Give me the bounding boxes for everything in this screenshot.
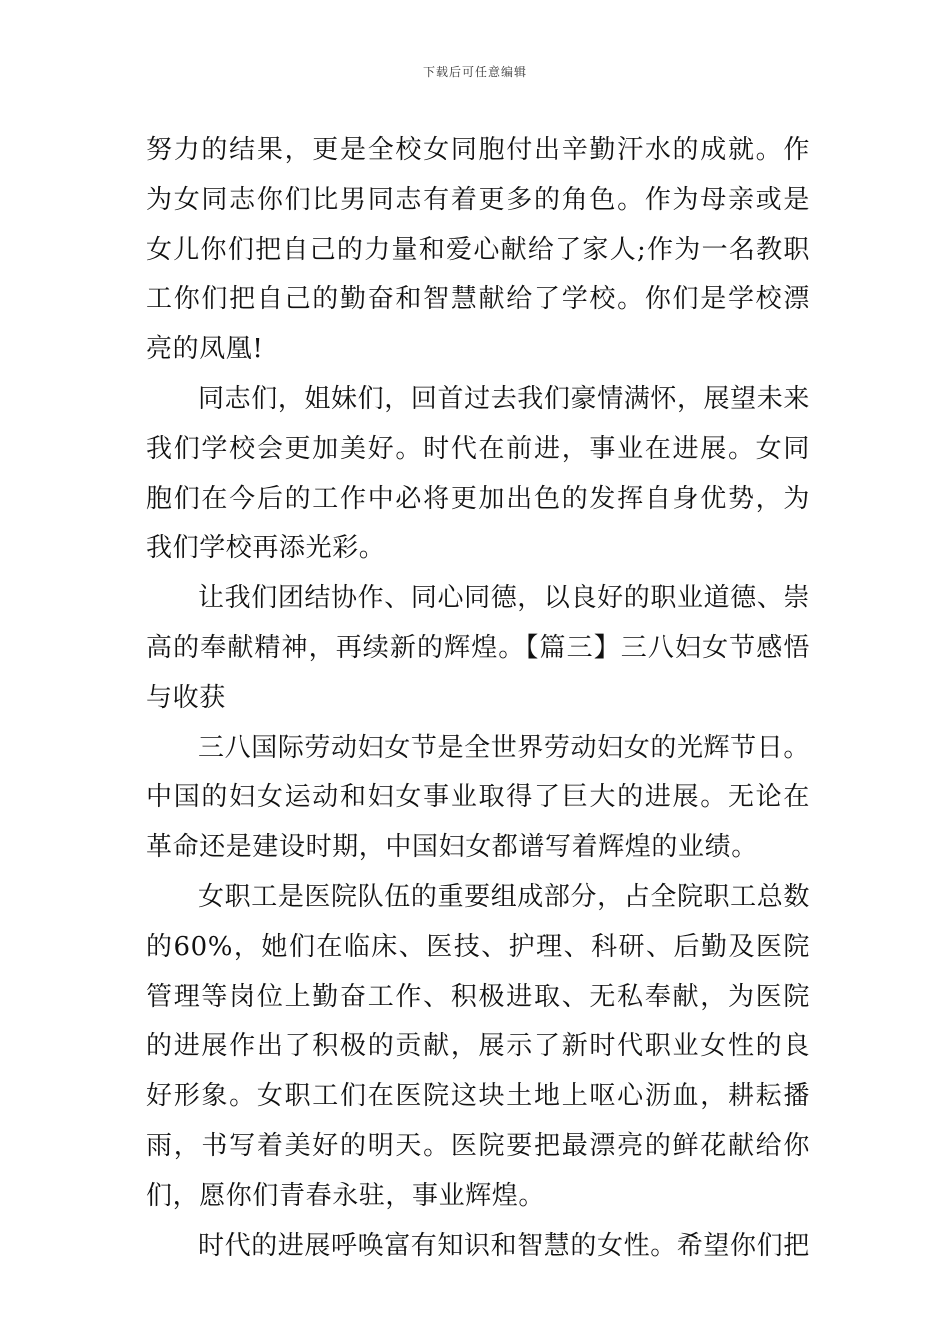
paragraph: 同志们，姐妹们，回首过去我们豪情满怀，展望未来我们学校会更加美好。时代在前进，事业在进展。女同胞们在今后的工作中必将更加出色的发挥自身优势，为我们学校再添光彩。 <box>146 383 810 564</box>
document-body <box>146 126 810 1271</box>
paragraph: 让我们团结协作、同心同德，以良好的职业道德、崇高的奉献精神，再续新的辉煌。【篇三】三八妇女节感悟与收获 <box>146 583 810 713</box>
paragraph: 女职工是医院队伍的重要组成部分，占全院职工总数的60%，她们在临床、医技、护理、科研、后勤及医院管理等岗位上勤奋工作、积极进取、无私奉献，为医院的进展作出了积极的贡献，展示了新时代职业女性的良好形象。女职工们在医院这块土地上呕心沥血，耕耘播雨，书写着美好的明天。医院要把最漂亮的鲜花献给你们，愿你们青春永驻，事业辉煌。 <box>146 881 810 1211</box>
paragraph-continued: 努力的结果，更是全校女同胞付出辛勤汗水的成就。作为女同志你们比男同志有着更多的角色。作为母亲或是女儿你们把自己的力量和爱心献给了家人;作为一名教职工你们把自己的勤奋和智慧献给了学校。你们是学校漂亮的凤凰! <box>146 135 810 365</box>
page-header: 下载后可任意编辑 <box>422 65 527 79</box>
paragraph: 三八国际劳动妇女节是全世界劳动妇女的光辉节日。中国的妇女运动和妇女事业取得了巨大的进展。无论在革命还是建设时期，中国妇女都谱写着辉煌的业绩。 <box>146 732 810 863</box>
paragraph: 时代的进展呼唤富有知识和智慧的女性。希望你们把 <box>198 1230 810 1261</box>
